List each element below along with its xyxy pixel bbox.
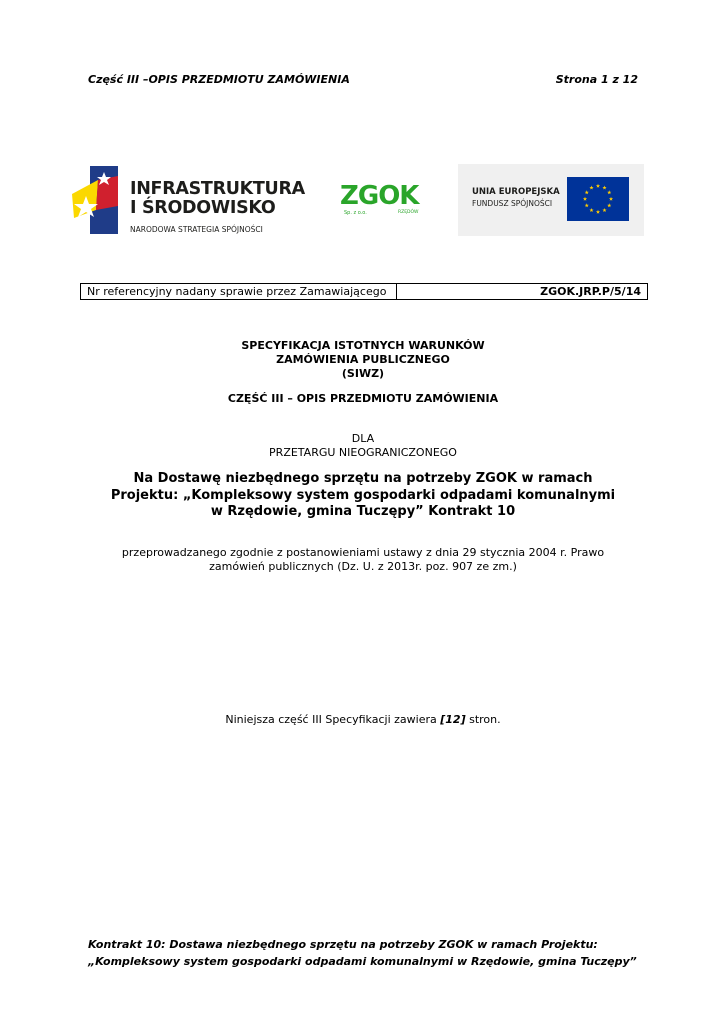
zgok-company-form: Sp. z o.o. (344, 210, 367, 216)
page-count-note: Niniejsza część III Specyfikacji zawiera [12] stron. (225, 713, 501, 726)
zgok-wordmark: ZGOK (340, 181, 419, 211)
header-part-title: Część III –OPIS PRZEDMIOTU ZAMÓWIENIA (88, 73, 350, 86)
reference-label: Nr referencyjny nadany sprawie przez Zamawiającego (81, 284, 397, 299)
document-title: SPECYFIKACJA ISTOTNYCH WARUNKÓW ZAMÓWIENIA PUBLICZNEGO (SIWZ) (241, 339, 485, 380)
logo-bar (0, 160, 725, 240)
page-header (88, 73, 638, 86)
page-count: [12] (440, 713, 466, 726)
tender-type: DLA PRZETARGU NIEOGRANICZONEGO (269, 432, 457, 459)
eu-fund: FUNDUSZ SPÓJNOŚCI (472, 199, 553, 208)
infrastruktura-logo (72, 166, 305, 234)
eu-flag-icon (567, 177, 629, 221)
star-emblem-icon (72, 166, 118, 234)
zgok-logo (340, 182, 425, 222)
infrastruktura-subtitle: NARODOWA STRATEGIA SPÓJNOŚCI (130, 225, 263, 234)
reference-number-box (80, 283, 648, 300)
infrastruktura-title: INFRASTRUKTURA I ŚRODOWISKO (130, 179, 305, 218)
eu-title: UNIA EUROPEJSKA (472, 187, 560, 197)
reference-value: ZGOK.JRP.P/5/14 (540, 285, 641, 298)
contract-subject: Na Dostawę niezbędnego sprzętu na potrzeby ZGOK w ramach Projektu: „Kompleksowy system gospodarki odpadami komunalnymi w Rzędowie, gmina Tuczępy” Kontrakt 10 (110, 471, 616, 519)
part-title: CZĘŚĆ III – OPIS PRZEDMIOTU ZAMÓWIENIA (227, 392, 499, 405)
page-footer: Kontrakt 10: Dostawa niezbędnego sprzętu na potrzeby ZGOK w ramach Projektu: „Kompleksowy system gospodarki odpadami komunalnymi w Rzędowie, gmina Tuczępy” (88, 938, 637, 968)
header-page-number: Strona 1 z 12 (555, 73, 638, 86)
eu-logo (458, 164, 644, 236)
zgok-location: RZĘDÓW (398, 210, 419, 215)
legal-basis: przeprowadzanego zgodnie z postanowieniami ustawy z dnia 29 stycznia 2004 r. Prawo zamówień publicznych (Dz. U. z 2013r. poz. 907 ze zm.) (121, 546, 605, 573)
